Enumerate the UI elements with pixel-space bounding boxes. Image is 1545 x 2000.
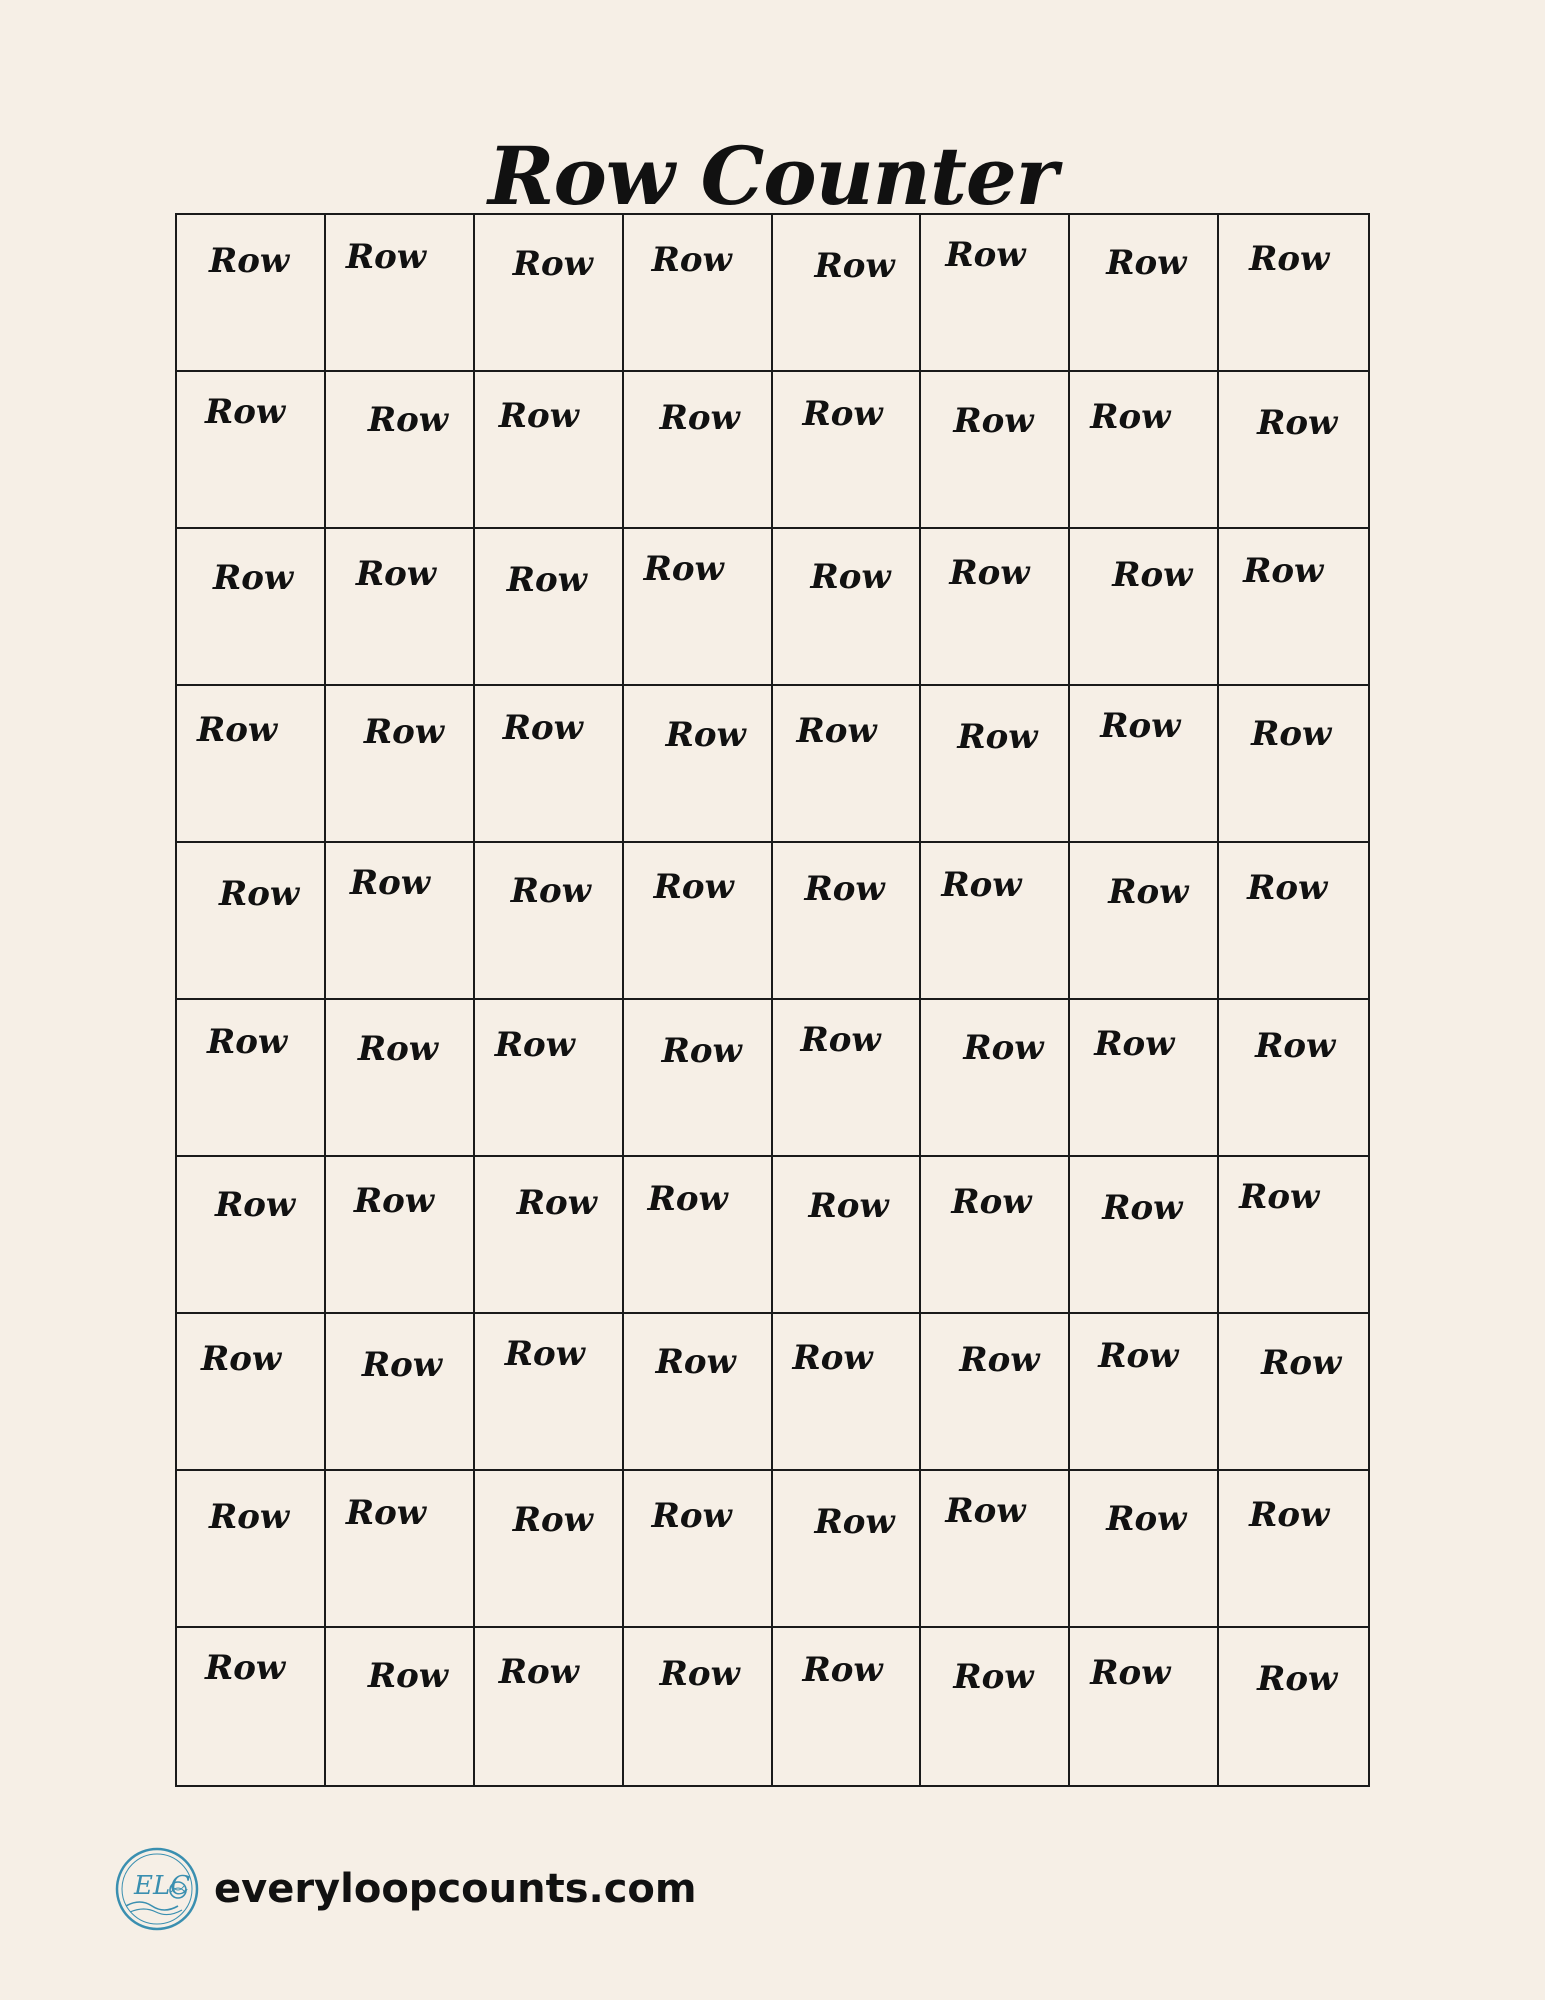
row-cell: [921, 215, 1070, 372]
row-cell-label: Row: [1090, 1653, 1171, 1693]
row-cell-label: Row: [1251, 714, 1332, 754]
row-cell-label: Row: [355, 554, 437, 594]
row-cell: [326, 1471, 475, 1628]
row-cell-label: Row: [353, 1181, 435, 1221]
row-cell: [1219, 1000, 1368, 1157]
row-cell-label: Row: [1090, 397, 1171, 437]
row-cell-label: Row: [1249, 239, 1330, 279]
row-cell-label: Row: [349, 863, 431, 903]
row-cell: [177, 1314, 326, 1471]
row-cell: [921, 1628, 1070, 1785]
row-cell-label: Row: [1257, 1659, 1338, 1699]
site-url: everyloopcounts.com: [214, 1866, 697, 1912]
row-cell: [921, 372, 1070, 529]
row-cell-label: Row: [1108, 872, 1189, 912]
row-cell: [177, 372, 326, 529]
page-title: Row Counter: [488, 128, 1057, 223]
row-cell-label: Row: [796, 711, 877, 751]
row-cell: [1219, 215, 1368, 372]
row-cell: [475, 215, 624, 372]
footer: [112, 1843, 697, 1935]
row-cell-label: Row: [512, 1500, 593, 1540]
row-cell: [1219, 1314, 1368, 1471]
row-cell-label: Row: [949, 553, 1030, 593]
row-cell: [326, 1157, 475, 1314]
row-cell: [921, 1000, 1070, 1157]
row-cell-label: Row: [792, 1338, 873, 1378]
row-cell: [773, 843, 922, 1000]
row-cell: [475, 1157, 624, 1314]
row-cell: [624, 1314, 773, 1471]
row-cell-label: Row: [215, 1185, 296, 1225]
row-cell-label: Row: [814, 1502, 895, 1542]
row-cell-label: Row: [953, 1657, 1034, 1697]
row-cell-label: Row: [1255, 1026, 1336, 1066]
row-cell: [1219, 686, 1368, 843]
row-cell: [326, 529, 475, 686]
row-cell-label: Row: [498, 1652, 579, 1692]
row-cell: [921, 1314, 1070, 1471]
row-counter-grid: [175, 213, 1370, 1787]
row-cell: [773, 1628, 922, 1785]
row-cell-label: Row: [510, 871, 591, 911]
svg-text:ELC: ELC: [134, 1871, 191, 1901]
row-cell-label: Row: [1243, 551, 1324, 591]
row-cell: [921, 529, 1070, 686]
row-cell: [1219, 529, 1368, 686]
row-cell: [475, 1314, 624, 1471]
row-cell: [773, 1157, 922, 1314]
row-cell-label: Row: [197, 710, 278, 750]
row-cell: [1219, 1628, 1368, 1785]
row-cell-label: Row: [209, 1497, 290, 1537]
row-cell-label: Row: [504, 1334, 585, 1374]
row-cell: [177, 1628, 326, 1785]
row-cell: [624, 1000, 773, 1157]
row-cell-label: Row: [804, 869, 885, 909]
row-cell-label: Row: [345, 237, 427, 277]
row-cell: [475, 529, 624, 686]
row-cell: [475, 1471, 624, 1628]
row-cell-label: Row: [800, 1020, 881, 1060]
row-cell: [475, 1000, 624, 1157]
row-cell: [475, 686, 624, 843]
row-cell-label: Row: [945, 1491, 1026, 1531]
row-cell: [177, 686, 326, 843]
row-cell: [773, 1471, 922, 1628]
row-cell: [921, 843, 1070, 1000]
row-cell: [1070, 1471, 1219, 1628]
row-cell: [326, 843, 475, 1000]
row-cell: [1070, 843, 1219, 1000]
row-cell-label: Row: [661, 1031, 742, 1071]
row-cell: [624, 529, 773, 686]
row-cell: [1219, 1471, 1368, 1628]
row-cell-label: Row: [941, 865, 1022, 905]
row-cell-label: Row: [363, 712, 445, 752]
row-cell: [1070, 1628, 1219, 1785]
row-cell-label: Row: [643, 549, 724, 589]
row-cell-label: Row: [651, 240, 732, 280]
row-cell: [624, 1157, 773, 1314]
row-cell: [624, 686, 773, 843]
row-cell: [177, 1000, 326, 1157]
row-cell: [921, 686, 1070, 843]
row-cell: [326, 372, 475, 529]
row-cell-label: Row: [213, 558, 294, 598]
row-cell: [326, 686, 475, 843]
row-cell: [1070, 1314, 1219, 1471]
row-cell: [921, 1157, 1070, 1314]
row-cell-label: Row: [494, 1025, 575, 1065]
row-cell-label: Row: [808, 1186, 889, 1226]
row-cell-label: Row: [219, 874, 300, 914]
row-cell: [326, 1000, 475, 1157]
row-cell: [177, 843, 326, 1000]
row-cell-label: Row: [516, 1183, 597, 1223]
row-cell: [475, 843, 624, 1000]
row-cell: [1219, 843, 1368, 1000]
row-cell: [326, 215, 475, 372]
row-cell-label: Row: [1098, 1336, 1179, 1376]
row-cell-label: Row: [665, 715, 746, 755]
row-cell-label: Row: [367, 400, 449, 440]
row-cell-label: Row: [498, 396, 579, 436]
row-cell: [773, 1000, 922, 1157]
row-cell-label: Row: [945, 235, 1026, 275]
row-cell-label: Row: [1112, 555, 1193, 595]
row-cell: [773, 372, 922, 529]
row-cell-label: Row: [201, 1339, 282, 1379]
row-cell-label: Row: [1106, 1499, 1187, 1539]
row-cell: [921, 1471, 1070, 1628]
row-cell: [1070, 1000, 1219, 1157]
row-cell-label: Row: [367, 1656, 449, 1696]
row-cell: [773, 529, 922, 686]
row-cell-label: Row: [1100, 706, 1181, 746]
row-cell: [624, 843, 773, 1000]
row-cell: [773, 215, 922, 372]
row-cell: [1219, 372, 1368, 529]
row-cell-label: Row: [957, 717, 1038, 757]
row-cell-label: Row: [361, 1345, 443, 1385]
row-cell-label: Row: [1249, 1495, 1330, 1535]
row-cell: [1219, 1157, 1368, 1314]
row-cell-label: Row: [959, 1340, 1040, 1380]
row-cell-label: Row: [502, 708, 583, 748]
row-cell-label: Row: [802, 1650, 883, 1690]
row-cell-label: Row: [653, 867, 734, 907]
row-cell: [475, 1628, 624, 1785]
row-cell: [624, 372, 773, 529]
row-cell-label: Row: [802, 394, 883, 434]
row-cell-label: Row: [1257, 403, 1338, 443]
row-cell-label: Row: [1102, 1188, 1183, 1228]
row-cell: [177, 215, 326, 372]
row-cell-label: Row: [951, 1182, 1032, 1222]
row-cell: [475, 372, 624, 529]
row-cell: [1070, 372, 1219, 529]
row-cell: [773, 686, 922, 843]
row-cell-label: Row: [205, 392, 286, 432]
row-cell-label: Row: [512, 244, 593, 284]
row-cell: [177, 1157, 326, 1314]
row-cell-label: Row: [1261, 1343, 1342, 1383]
row-cell-label: Row: [1247, 868, 1328, 908]
row-cell-label: Row: [814, 246, 895, 286]
row-cell-label: Row: [209, 241, 290, 281]
row-cell: [624, 1628, 773, 1785]
row-cell-label: Row: [659, 398, 740, 438]
row-cell-label: Row: [810, 557, 891, 597]
row-cell-label: Row: [953, 401, 1034, 441]
row-cell-label: Row: [647, 1179, 728, 1219]
row-cell-label: Row: [345, 1493, 427, 1533]
row-cell: [773, 1314, 922, 1471]
row-cell: [326, 1314, 475, 1471]
row-cell-label: Row: [1094, 1024, 1175, 1064]
row-cell: [177, 529, 326, 686]
row-cell-label: Row: [1106, 243, 1187, 283]
row-cell-label: Row: [651, 1496, 732, 1536]
row-cell: [624, 1471, 773, 1628]
row-cell: [177, 1471, 326, 1628]
row-cell: [1070, 215, 1219, 372]
row-cell-label: Row: [1239, 1177, 1320, 1217]
row-cell-label: Row: [357, 1029, 439, 1069]
row-cell-label: Row: [506, 560, 587, 600]
row-cell: [326, 1628, 475, 1785]
row-cell-label: Row: [659, 1654, 740, 1694]
row-cell: [1070, 529, 1219, 686]
row-cell-label: Row: [207, 1022, 288, 1062]
row-cell-label: Row: [205, 1648, 286, 1688]
row-cell-label: Row: [963, 1028, 1044, 1068]
row-cell: [1070, 686, 1219, 843]
everyloopcounts-logo: [112, 1844, 202, 1934]
row-cell: [624, 215, 773, 372]
row-cell: [1070, 1157, 1219, 1314]
row-cell-label: Row: [655, 1342, 736, 1382]
